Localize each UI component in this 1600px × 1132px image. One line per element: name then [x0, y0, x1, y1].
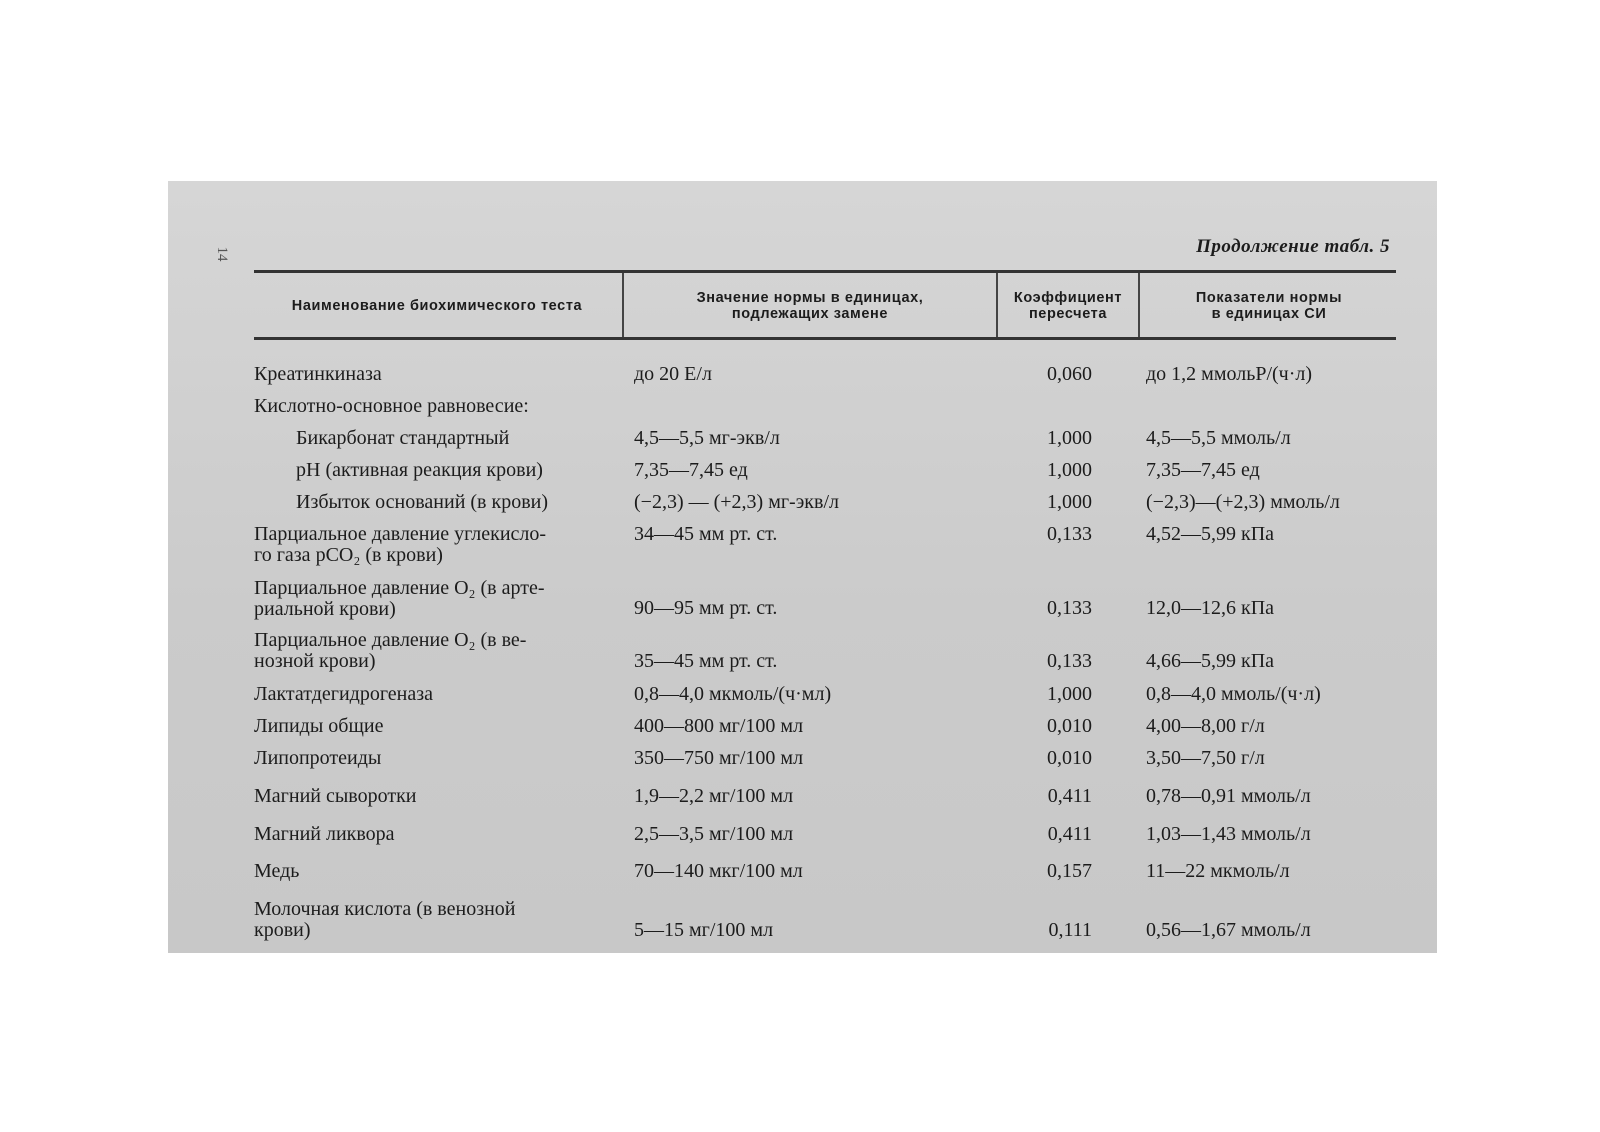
header-test-name: Наименование биохимического теста [291, 298, 583, 314]
conversion-coefficient: 0,060 [1047, 363, 1092, 385]
old-units-value: 90—95 мм рт. ст. [634, 597, 778, 619]
old-units-value: 34—45 мм рт. ст. [634, 523, 778, 545]
page-number: 14 [214, 246, 230, 262]
old-units-value: 1,9—2,2 мг/100 мл [634, 785, 794, 807]
test-name: pH (активная реакция крови) [296, 459, 543, 481]
table-continuation-label: Продолжение табл. 5 [1196, 236, 1390, 257]
header-si-value: Показатели нормы в единицах СИ [1195, 290, 1343, 322]
old-units-value: 5—15 мг/100 мл [634, 919, 774, 941]
old-units-value: 0,8—4,0 мкмоль/(ч·мл) [634, 683, 832, 705]
old-units-value: 35—45 мм рт. ст. [634, 650, 778, 672]
test-name: Парциальное давление O₂ (в арте- риальной крови) [254, 577, 545, 620]
conversion-coefficient: 0,411 [1047, 823, 1092, 845]
test-name: Парциальное давление углекисло- го газа pCO₂ (в крови) [254, 523, 547, 566]
test-name: Молочная кислота (в венозной крови) [254, 898, 516, 941]
test-name: Липиды общие [254, 715, 384, 737]
test-name: Магний ликвора [254, 823, 395, 845]
test-group-heading: Кислотно-основное равновесие: [254, 395, 529, 417]
conversion-coefficient: 1,000 [1047, 459, 1092, 481]
test-name: Избыток оснований (в крови) [296, 491, 549, 513]
conversion-coefficient: 1,000 [1047, 683, 1092, 705]
old-units-value: 7,35—7,45 ед [634, 459, 748, 481]
old-units-value: (−2,3) — (+2,3) мг-экв/л [634, 491, 839, 513]
test-name: Лактатдегидрогеназа [254, 683, 434, 705]
test-name: Медь [254, 860, 300, 882]
conversion-coefficient: 0,133 [1047, 597, 1092, 619]
si-value: 11—22 мкмоль/л [1146, 860, 1290, 882]
si-value: 1,03—1,43 ммоль/л [1146, 823, 1311, 845]
test-name: Липопротеиды [254, 747, 382, 769]
si-value: 3,50—7,50 г/л [1146, 747, 1265, 769]
conversion-coefficient: 0,010 [1047, 747, 1092, 769]
test-name: Бикарбонат стандартный [296, 427, 510, 449]
conversion-coefficient: 0,133 [1047, 650, 1092, 672]
header-old-units-value: Значение нормы в единицах, подлежащих замене [696, 290, 924, 322]
column-divider [1138, 273, 1140, 337]
si-value: 0,78—0,91 ммоль/л [1146, 785, 1311, 807]
si-value: 4,66—5,99 кПа [1146, 650, 1275, 672]
old-units-value: 400—800 мг/100 мл [634, 715, 804, 737]
table-top-rule [254, 270, 1396, 273]
si-value: 0,8—4,0 ммоль/(ч·л) [1146, 683, 1321, 705]
conversion-coefficient: 0,133 [1047, 523, 1092, 545]
old-units-value: 4,5—5,5 мг-экв/л [634, 427, 780, 449]
conversion-coefficient: 0,111 [1048, 919, 1092, 941]
si-value: 4,5—5,5 ммоль/л [1146, 427, 1291, 449]
si-value: до 1,2 ммольР/(ч·л) [1146, 363, 1313, 385]
old-units-value: до 20 Е/л [634, 363, 712, 385]
header-conversion-coefficient: Коэффициент пересчета [1013, 290, 1123, 322]
column-divider [622, 273, 624, 337]
si-value: 4,52—5,99 кПа [1146, 523, 1275, 545]
conversion-coefficient: 0,157 [1047, 860, 1092, 882]
test-name: Креатинкиназа [254, 363, 382, 385]
old-units-value: 70—140 мкг/100 мл [634, 860, 803, 882]
si-value: 4,00—8,00 г/л [1146, 715, 1265, 737]
column-divider [996, 273, 998, 337]
test-name: Парциальное давление O₂ (в ве- нозной крови) [254, 629, 527, 672]
table-header-bottom-rule [254, 337, 1396, 340]
si-value: 7,35—7,45 ед [1146, 459, 1260, 481]
old-units-value: 350—750 мг/100 мл [634, 747, 804, 769]
test-name: Магний сыворотки [254, 785, 417, 807]
conversion-coefficient: 1,000 [1047, 491, 1092, 513]
conversion-coefficient: 0,010 [1047, 715, 1092, 737]
conversion-coefficient: 1,000 [1047, 427, 1092, 449]
conversion-coefficient: 0,411 [1047, 785, 1092, 807]
si-value: 12,0—12,6 кПа [1146, 597, 1275, 619]
si-value: 0,56—1,67 ммоль/л [1146, 919, 1311, 941]
si-value: (−2,3)—(+2,3) ммоль/л [1146, 491, 1340, 513]
old-units-value: 2,5—3,5 мг/100 мл [634, 823, 794, 845]
